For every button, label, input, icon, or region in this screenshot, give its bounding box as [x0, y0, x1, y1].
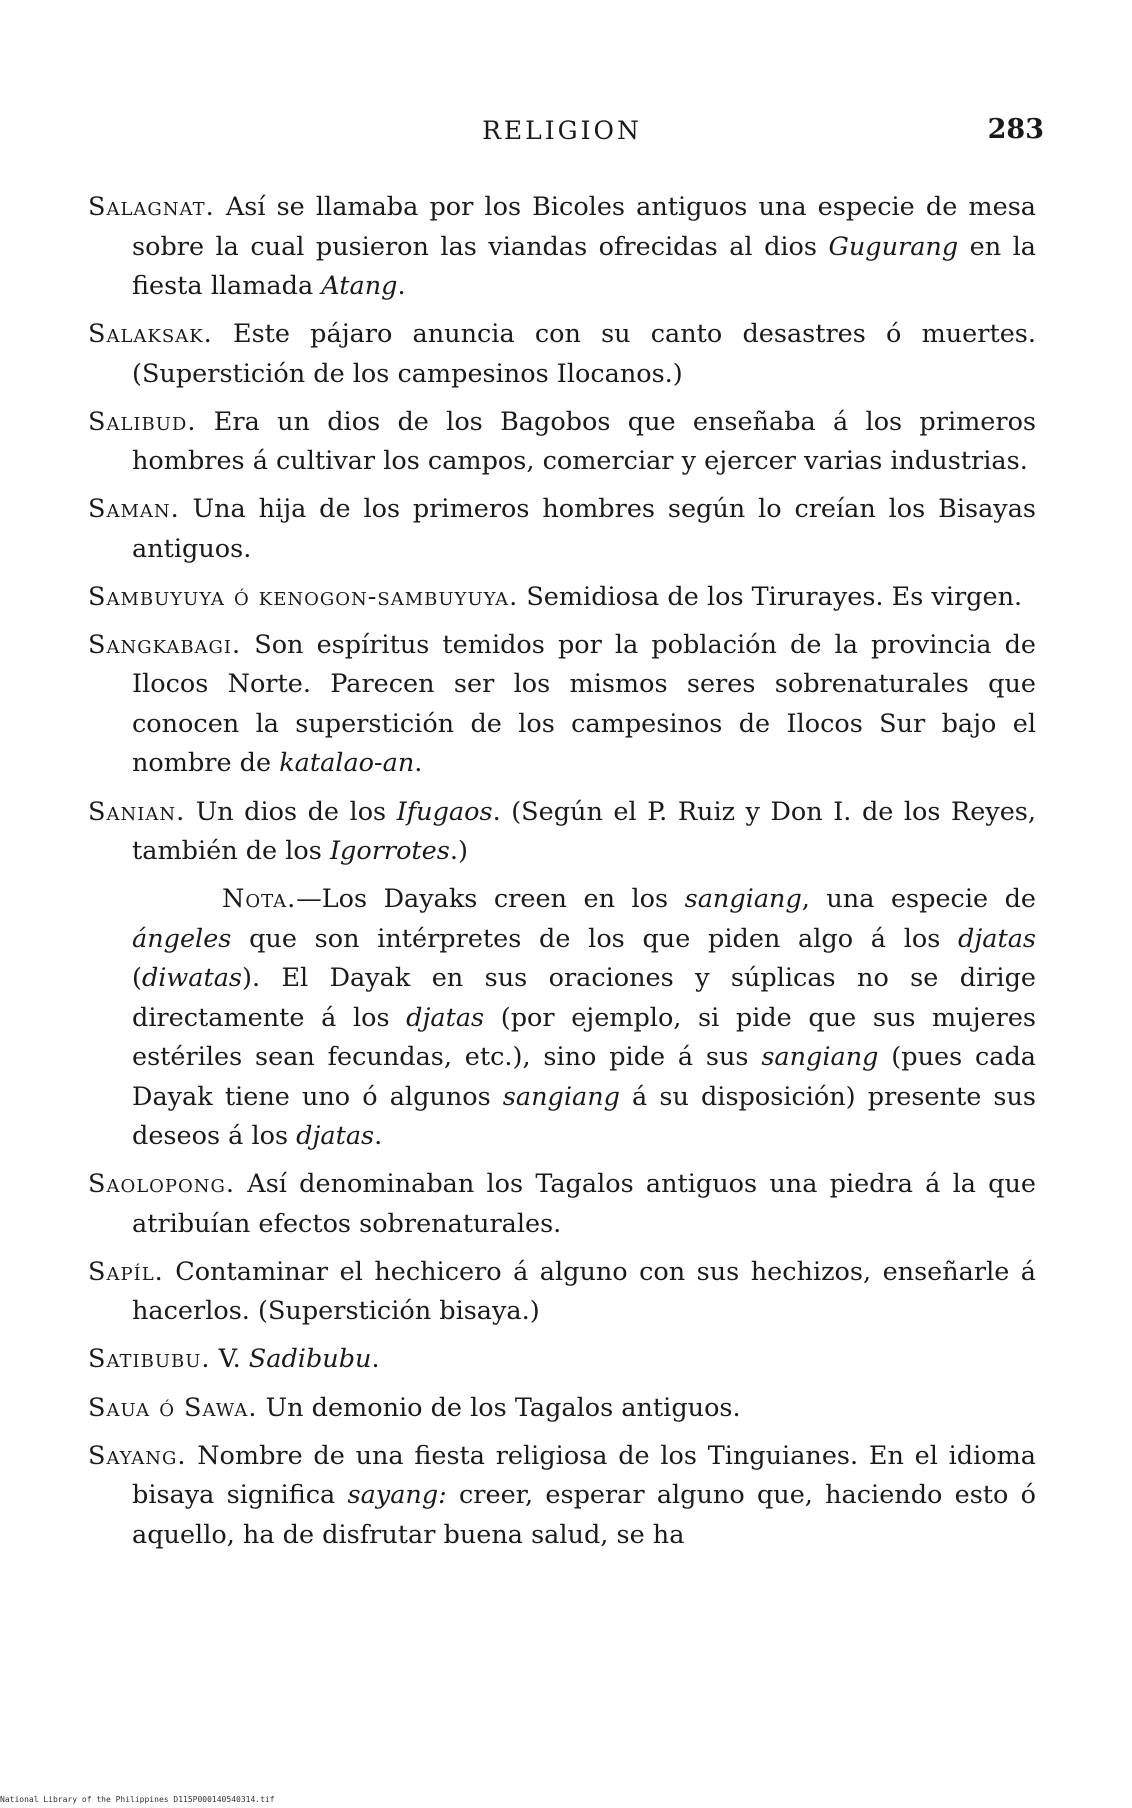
entry-term: Sanian.	[88, 796, 186, 827]
note-paragraph: Nota.—Los Dayaks creen en los sangiang, una especie de ángeles que son intérpretes de los que piden algo á los djatas (diwatas). El Dayak en sus oraciones y súplicas no se dirige directamente á los djatas (por ejemplo, si pide que sus mujeres estériles sean fecundas, etc.), sino pide á sus sangiang (pues cada Dayak tiene uno ó algunos sangiang á su disposición) presente sus deseos á los djatas.	[132, 884, 1037, 1152]
entry-term: Sayang.	[88, 1440, 187, 1471]
running-head: RELIGION	[482, 116, 642, 145]
entry-term: Salaksak.	[88, 319, 213, 350]
entry-salagnat: Salagnat. Así se llamaba por los Bicoles antiguos una especie de mesa sobre la cual pusieron las viandas ofrecidas al dios Gugurang en la fiesta llamada Atang.	[88, 192, 1036, 301]
entry-term: Salibud.	[88, 406, 197, 437]
entry-salaksak: Salaksak. Este pájaro anuncia con su canto desastres ó muertes. (Superstición de los campesinos Ilocanos.)	[88, 319, 1036, 389]
entry-term: Saolopong.	[88, 1169, 236, 1200]
entry-sanian: Sanian. Un dios de los Ifugaos. (Según el P. Ruiz y Don I. de los Reyes, también de los Igorrotes.)	[88, 796, 1036, 867]
entry-saua: Saua ó Sawa. Un demonio de los Tagalos antiguos.	[88, 1392, 741, 1423]
page-number: 283	[987, 114, 1044, 145]
note-label: Nota.	[222, 884, 297, 915]
entry-sambuyuya: Sambuyuya ó kenogon-sambuyuya. Semidiosa de los Tirurayes. Es virgen.	[88, 581, 1023, 612]
entry-sapil: Sapíl. Contaminar el hechicero á alguno con sus hechizos, enseñarle á hacerlos. (Superstición bisaya.)	[88, 1256, 1036, 1327]
entry-term: Sangkabagi.	[88, 629, 242, 660]
entry-term: Saua ó Sawa.	[88, 1392, 258, 1423]
page-header	[80, 112, 1044, 156]
entry-term: Satibubu.	[88, 1344, 211, 1375]
page-body	[88, 188, 1036, 1564]
entry-term: Saman.	[88, 494, 180, 525]
entry-saolopong: Saolopong. Así denominaban los Tagalos antiguos una piedra á la que atribuían efectos sobrenaturales.	[88, 1169, 1036, 1239]
scan-footer: National Library of the Philippines D115P000140540314.tif	[0, 1795, 275, 1804]
entry-term: Sambuyuya ó kenogon-sambuyuya.	[88, 581, 519, 612]
entry-saman: Saman. Una hija de los primeros hombres según lo creían los Bisayas antiguos.	[88, 494, 1036, 564]
entry-sayang: Sayang. Nombre de una fiesta religiosa de los Tinguianes. En el idioma bisaya significa sayang: creer, esperar alguno que, haciendo esto ó aquello, ha de disfrutar buena salud, se ha	[88, 1440, 1037, 1550]
entry-satibubu: Satibubu. V. Sadibubu.	[88, 1344, 380, 1375]
entry-sangkabagi: Sangkabagi. Son espíritus temidos por la población de la provincia de Ilocos Norte. Parecen ser los mismos seres sobrenaturales que conocen la superstición de los campesinos de Ilocos Sur bajo el nombre de katalao-an.	[88, 629, 1036, 779]
entry-salibud: Salibud. Era un dios de los Bagobos que enseñaba á los primeros hombres á cultivar los campos, comerciar y ejercer varias industrias.	[88, 406, 1037, 477]
entry-term: Salagnat.	[88, 192, 215, 222]
entry-term: Sapíl.	[88, 1256, 164, 1287]
